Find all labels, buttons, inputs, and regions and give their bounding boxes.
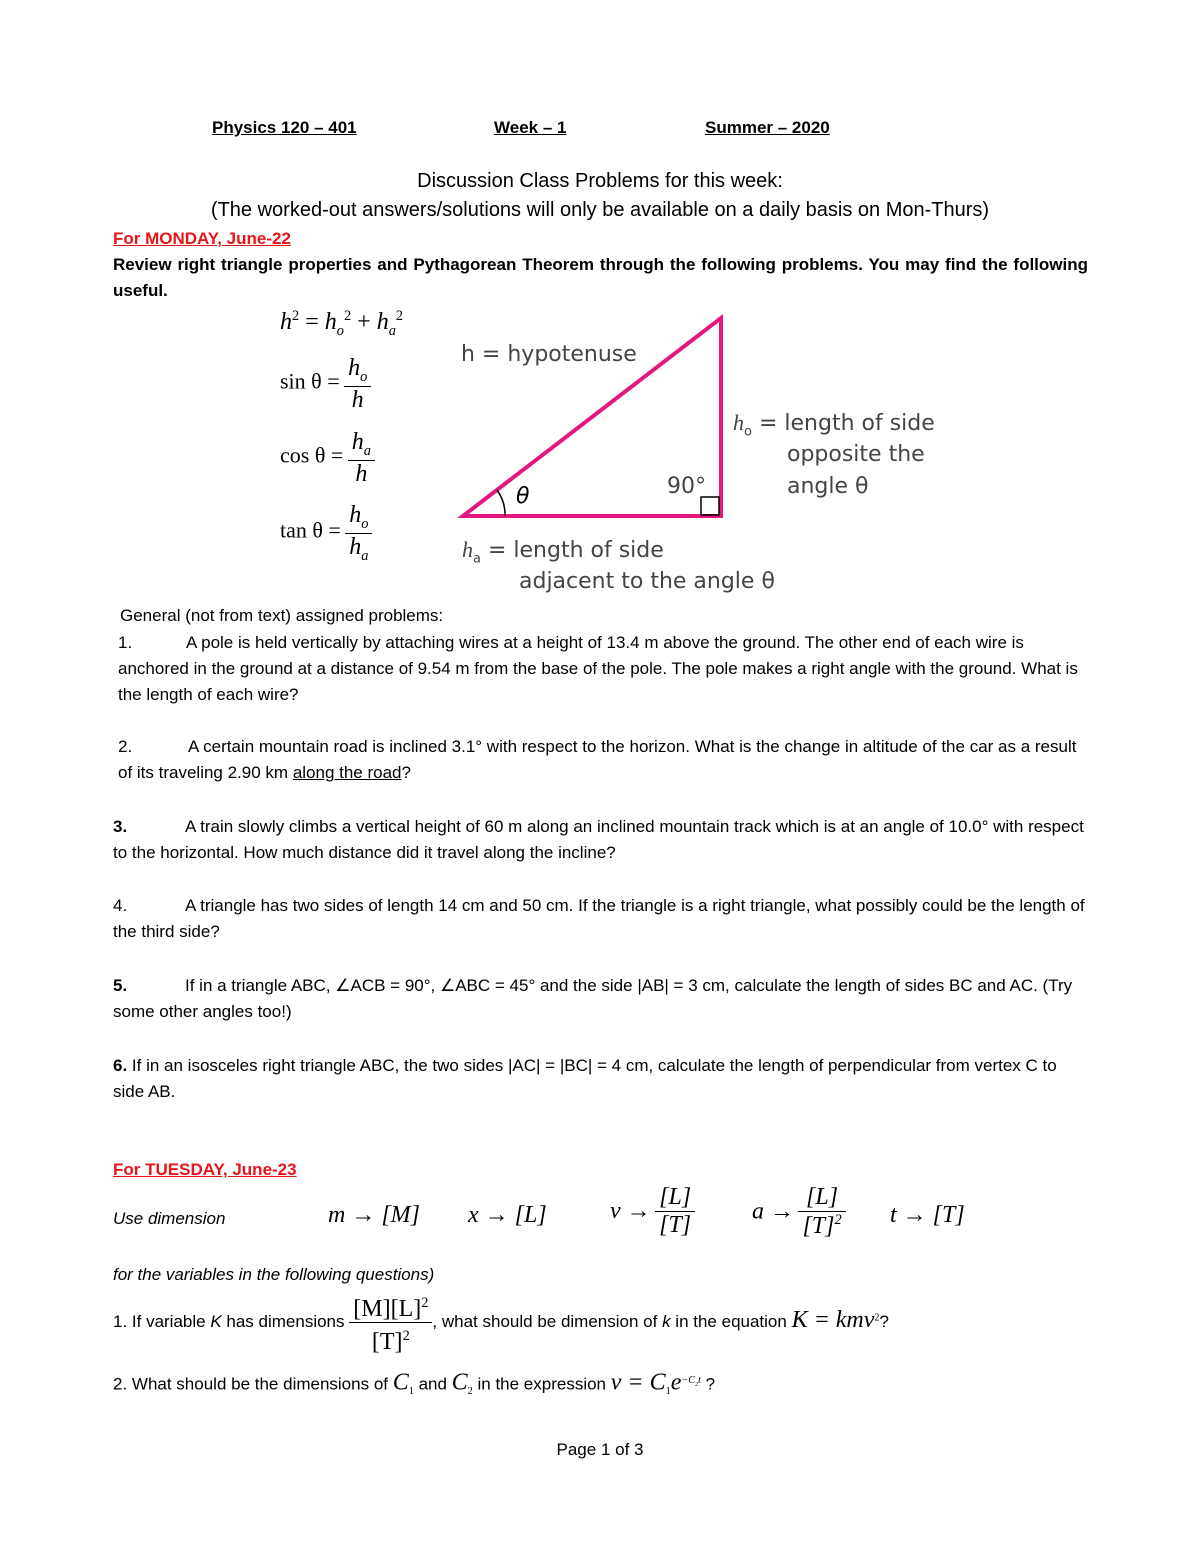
opposite-label: $h_o$ = length of side (733, 410, 935, 440)
problem-3: 3. A train slowly climbs a vertical height of 60 m along an inclined mountain track which is at an angle of 10.0° with respect to the horizontal. How much distance did it travel along the incline? (113, 817, 1084, 862)
adjacent-label: $h_a$ = length of side (462, 537, 664, 567)
sin-formula: sin θ = $\frac{h_o}{h}$ (280, 355, 371, 414)
opposite-label-line2: opposite the (787, 442, 925, 467)
use-dimension-label: Use dimension (113, 1209, 226, 1228)
right-angle-label: 90° (667, 474, 706, 499)
hypotenuse-label: h = hypotenuse (461, 342, 637, 367)
term-label: Summer – 2020 (705, 118, 830, 137)
theta-label: θ (516, 484, 530, 509)
problem-1: 1. A pole is held vertically by attaching wires at a height of 13.4 m above the ground. The other end of each wire is anchored in the ground at a distance of 9.54 m from the base of the pole. The pole makes a right angle with the ground. What is the length of each wire? (118, 633, 1078, 704)
dim-time: t → [T] (890, 1202, 965, 1228)
tan-formula: tan θ = $\frac{h_o}{h_a}$ (280, 502, 372, 565)
dim-velocity: v → $\frac{[L]}{[T]}$ (610, 1184, 695, 1239)
problem-2: 2. A certain mountain road is inclined 3.1° with respect to the horizon. What is the change in altitude of the car as a result of its traveling 2.90 km along the road? (118, 737, 1077, 782)
dim-acceleration: a → $\frac{[L]}{[T]^2}$ (752, 1184, 846, 1240)
page-number: Page 1 of 3 (556, 1440, 644, 1459)
tuesday-heading: For TUESDAY, June-23 (113, 1160, 297, 1179)
general-problems-label: General (not from text) assigned problems: (120, 606, 444, 625)
cos-formula: cos θ = $\frac{h_a}{h}$ (280, 429, 375, 488)
opposite-label-line3: angle θ (787, 474, 869, 499)
week-label: Week – 1 (494, 118, 567, 137)
page-title: Discussion Class Problems for this week: (417, 170, 783, 192)
dim-mass: m → [M] (328, 1202, 421, 1228)
pythagoras-formula: $h^2 = h_o^2 + h_a^2$ (280, 308, 404, 339)
problem-6: 6. If in an isosceles right triangle ABC, the two sides |AC| = |BC| = 4 cm, calculate the length of perpendicular from vertex C to side AB. (113, 1056, 1057, 1101)
adjacent-label-line2: adjacent to the angle θ (519, 569, 775, 594)
monday-intro: Review right triangle properties and Pythagorean Theorem through the following problems. You may find the following useful. (113, 255, 1088, 300)
monday-heading: For MONDAY, June-22 (113, 229, 291, 248)
right-angle-marker (701, 497, 719, 515)
problem-5: 5. If in a triangle ABC, ∠ACB = 90°, ∠ABC = 45° and the side |AB| = 3 cm, calculate the length of sides BC and AC. (Try some other angles too!) (113, 976, 1073, 1021)
dim-position: x → [L] (468, 1202, 547, 1228)
page-subtitle: (The worked-out answers/solutions will only be available on a daily basis on Mon-Thurs) (210, 199, 990, 221)
course-label: Physics 120 – 401 (212, 118, 357, 137)
for-variables-note: for the variables in the following questions) (113, 1265, 435, 1284)
problem-4: 4. A triangle has two sides of length 14 cm and 50 cm. If the triangle is a right triangle, what possibly could be the length of the third side? (113, 896, 1085, 941)
tuesday-question-2: 2. What should be the dimensions of $C_1$ and $C_2$ in the expression $v = C_1e^{-C_2t}$ ? (113, 1369, 716, 1398)
tuesday-question-1: 1. If variable K has dimensions $\frac{[M][L]^2}{[T]^2}$ , what should be dimension of k in the equation K = kmv$^2$? (113, 1290, 1103, 1355)
theta-arc (497, 490, 505, 516)
